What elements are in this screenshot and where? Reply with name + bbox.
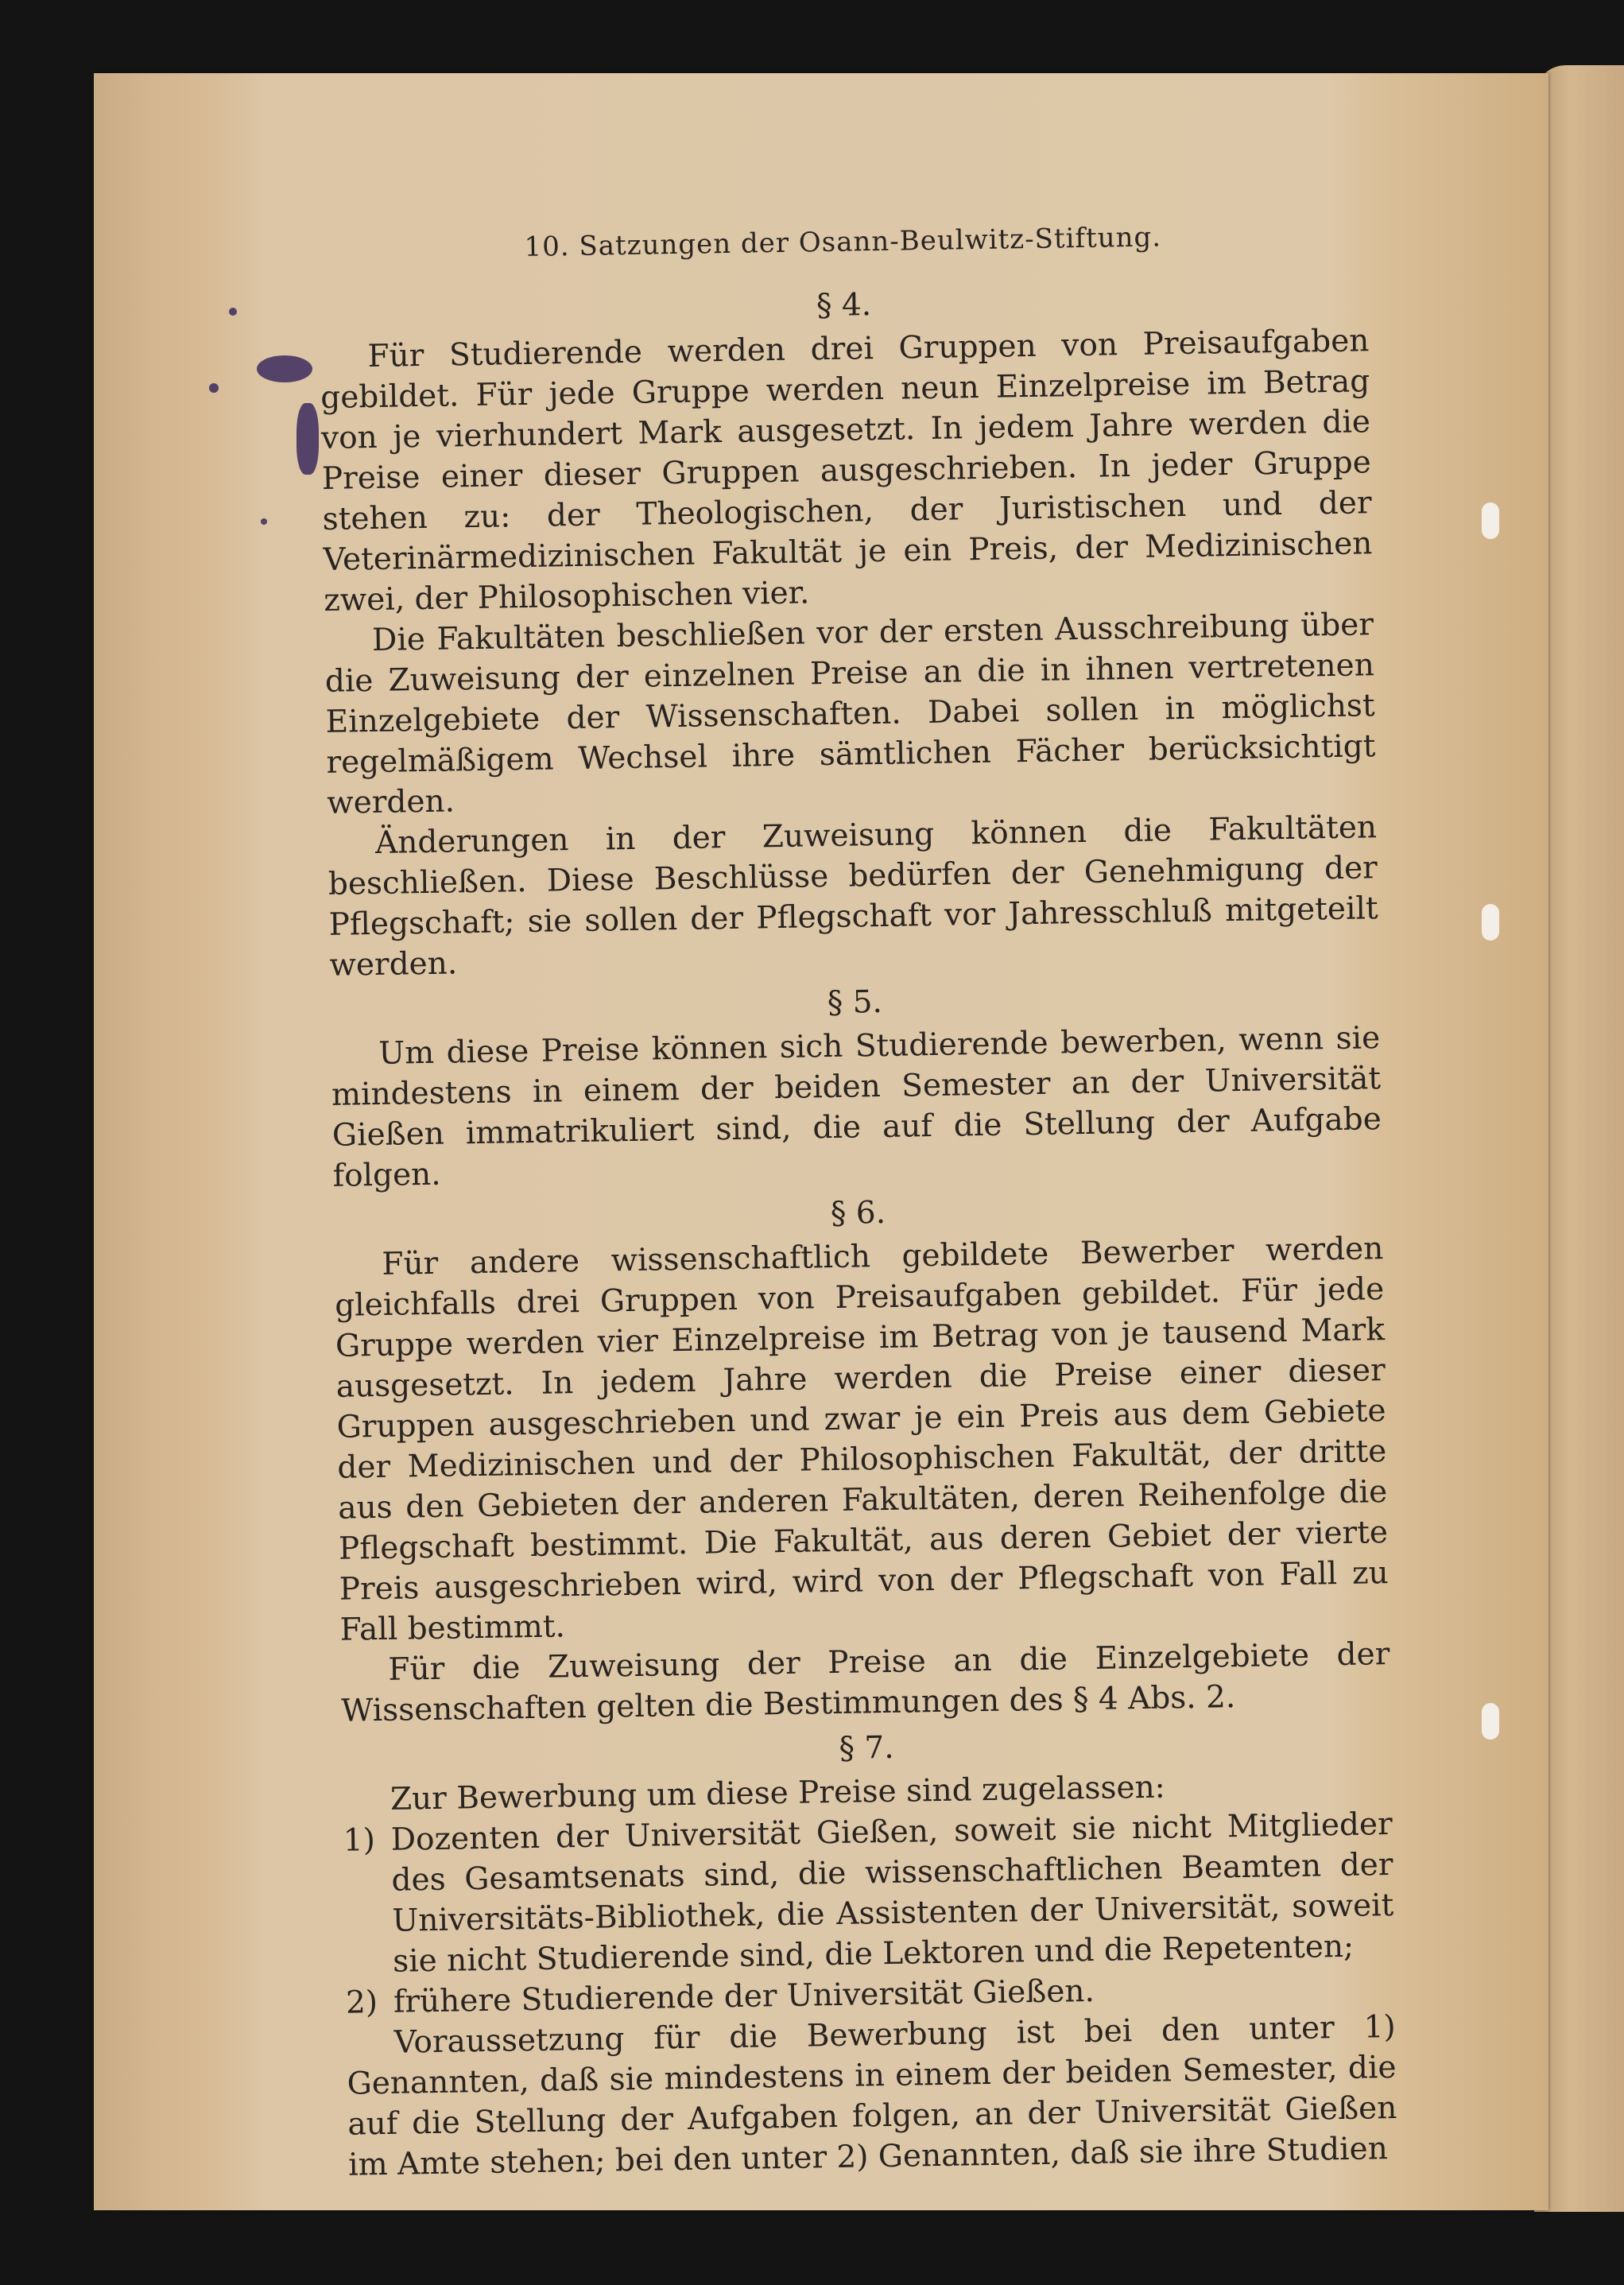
ink-stain [257,355,312,382]
paragraph: Für andere wissenschaftlich gebildete Bewerber werden gleichfalls drei Gruppen von Preisaufgaben gebildet. Für jede Gruppe werden vier Einzelpreise im Betrag von je tausend Mark ausgesetzt. In jedem Jahre werden die Preise einer dieser Gruppen ausgeschrieben und zwar je ein Preis aus dem Gebiete der Medizinischen und der Philosophischen Fakultät, der dritte aus den Gebieten der anderen Fakultäten, deren Reihenfolge die Pflegschaft bestimmt. Die Fakultät, aus deren Gebiet der vierte Preis ausgeschrieben wird, wird von der Pflegschaft von Fall zu Fall bestimmt. [334,1231,1390,1648]
running-header: 10. Satzungen der Osann-Beulwitz-Stiftung. [524,221,1162,263]
ink-dot [261,518,267,525]
paragraph: Für Studierende werden drei Gruppen von Preisaufgaben gebildet. Für jede Gruppe werden neun Einzelpreise im Betrag von je vierhundert Mark ausgesetzt. In jedem Jahre werden die Preise einer dieser Gruppen ausgeschrieben. In jeder Gruppe stehen zu: der Theologischen, der Juristischen und der Veterinärmedizinischen Fakultät je ein Preis, der Medizinischen zwei, der Philosophischen vier. [320,323,1373,619]
list-item [343,1804,1394,1983]
list-number: 1) [343,1822,376,1859]
list-text: Dozenten der Universität Gießen, soweit sie nicht Mitglieder des Gesamtsenats sind, die wissenschaftlichen Beamten der Universitäts-Bibliothek, die Assistenten der Universität, soweit sie nicht Studierende sind, die Lektoren und die Repetenten; [390,1806,1394,1980]
page-text [318,214,1397,2185]
ink-dot [209,383,219,393]
paragraph: Für die Zuweisung der Preise an die Einzelgebiete der Wissenschaften gelten die Bestimmungen des § 4 Abs. 2. [340,1636,1390,1729]
section-heading: § 5. [827,983,883,1022]
paragraph: Die Fakultäten beschließen vor der ersten Ausschreibung über die Zuweisung der einzelnen Preise an die in ihnen vertretenen Einzelgebiete der Wissenschaften. Dabei sollen in möglichst regelmäßigem Wechsel ihre sämtlichen Fächer berücksichtigt werden. [324,607,1376,821]
section-heading: § 4. [816,287,872,324]
list-text: frühere Studierende der Universität Gießen. [393,1973,1095,2020]
list-number: 2) [345,1984,378,2021]
punch-hole [1482,1703,1499,1740]
ink-stain [297,403,319,475]
paragraph: Änderungen in der Zuweisung können die Fakultäten beschließen. Diese Beschlüsse bedürfen der Genehmigung der Pflegschaft; sie sollen der Pflegschaft vor Jahresschluß mitgeteilt werden. [328,809,1378,983]
section-heading: § 6. [830,1194,886,1232]
ink-dot [229,308,237,316]
punch-hole [1482,904,1499,941]
paragraph: Um diese Preise können sich Studierende bewerben, wenn sie mindestens in einem der beiden Semester an der Universität Gießen immatrikuliert sind, die auf die Stellung der Aufgabe folgen. [331,1020,1382,1194]
eligibility-list [343,1804,1395,2023]
section-heading: § 7. [839,1729,894,1767]
punch-hole [1482,502,1499,539]
paragraph: Voraussetzung für die Bewerbung ist bei den unter 1) Genannten, daß sie mindestens in einem der beiden Semester, die auf die Stellung der Aufgaben folgen, an der Universität Gießen im Amte stehen; bei den unter 2) Genannten, daß sie ihre Studien [347,2008,1397,2183]
paragraph: Zur Bewerbung um diese Preise sind zugelassen: [390,1769,1166,1818]
